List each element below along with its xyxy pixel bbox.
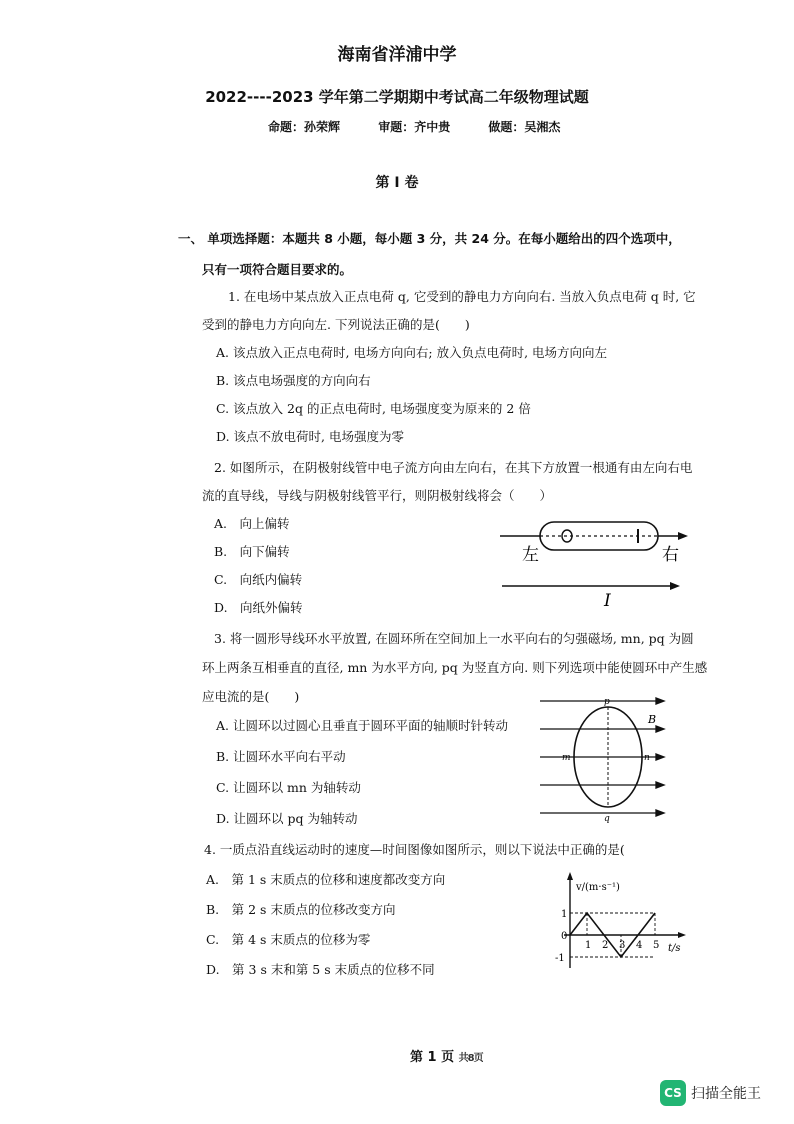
section-instruction-line1: 一、 单项选择题：本题共 8 小题，每小题 3 分，共 24 分。在每小题给出的四个选项中，: [178, 231, 681, 246]
q2-option-d: D. 向纸外偏转: [214, 600, 303, 615]
label-m: m: [562, 753, 571, 763]
y-tick-0: 0: [561, 931, 568, 942]
current-arrow: [670, 582, 680, 590]
label-b: B: [648, 713, 657, 726]
q3-figure: [540, 693, 670, 823]
q3-option-d: D. 让圆环以 pq 为轴转动: [216, 811, 358, 826]
y-tick-neg1: -1: [555, 953, 565, 964]
exam-title: 2022----2023 学年第二学期期中考试高二年级物理试题: [205, 88, 589, 106]
reviewer: 审题：齐中贵: [378, 120, 451, 134]
q1-option-b: B. 该点电场强度的方向向右: [216, 373, 371, 388]
x-tick-5: 5: [653, 940, 660, 951]
q4-stem-line1: 4. 一质点沿直线运动时的速度—时间图像如图所示，则以下说法中正确的是(: [204, 842, 625, 857]
scanner-brand: 扫描全能王: [691, 1086, 761, 1102]
beam-arrow: [678, 532, 688, 540]
solver: 做题：吴湘杰: [488, 120, 561, 134]
q3-option-a: A. 让圆环以过圆心且垂直于圆环平面的轴顺时针转动: [216, 718, 508, 733]
label-n: n: [644, 753, 650, 763]
cathode-ray-tube: [540, 522, 658, 550]
q3-stem-line3: 应电流的是( ): [202, 689, 300, 704]
school-name: 海南省洋浦中学: [337, 45, 457, 65]
x-tick-2: 2: [602, 940, 609, 951]
current-label: I: [604, 591, 611, 611]
label-p: p: [604, 697, 610, 707]
q2-option-a: A. 向上偏转: [214, 516, 290, 531]
q1-option-c: C. 该点放入 2q 的正点电荷时, 电场强度变为原来的 2 倍: [216, 401, 531, 416]
scanner-badge: [660, 1080, 761, 1106]
y-axis-arrow: [567, 872, 573, 880]
q2-figure: [500, 512, 690, 612]
q2-option-b: B. 向下偏转: [214, 544, 290, 559]
q3-option-b: B. 让圆环水平向右平动: [216, 749, 346, 764]
q3-stem-line1: 3. 将一圆形导线环水平放置, 在圆环所在空间加上一水平向右的匀强磁场, mn, pq 为圆: [214, 631, 694, 646]
q4-option-b: B. 第 2 s 末质点的位移改变方向: [206, 902, 396, 917]
x-axis-label: t/s: [668, 943, 681, 954]
q3-stem-line2: 环上两条互相垂直的直径, mn 为水平方向, pq 为竖直方向. 则下列选项中能使圆环中产生感: [202, 660, 708, 675]
page-number: 第 1 页: [410, 1050, 455, 1065]
staff-line: [268, 118, 594, 135]
x-tick-1: 1: [585, 940, 592, 951]
camscanner-logo-icon: CS: [660, 1080, 686, 1106]
q1-stem-line2: 受到的静电力方向向左. 下列说法正确的是( ): [202, 317, 470, 332]
q2-stem-line2: 流的直导线，导线与阴极射线管平行，则阴极射线将会（ ）: [202, 488, 553, 503]
q4-option-c: C. 第 4 s 末质点的位移为零: [206, 932, 371, 947]
q3-option-c: C. 让圆环以 mn 为轴转动: [216, 780, 361, 795]
x-tick-3: 3: [619, 940, 626, 951]
y-axis-label: v/(m·s⁻¹): [576, 882, 620, 893]
right-label: 右: [662, 545, 679, 565]
page-total: 共8页: [458, 1053, 483, 1064]
label-q: q: [604, 814, 610, 823]
q4-figure: [552, 868, 692, 973]
left-label: 左: [522, 545, 539, 565]
author: 命题：孙荣辉: [268, 120, 341, 134]
q1-option-a: A. 该点放入正点电荷时, 电场方向向右; 放入负点电荷时, 电场方向向左: [216, 345, 608, 360]
q4-option-d: D. 第 3 s 末和第 5 s 末质点的位移不同: [206, 962, 435, 977]
q1-option-d: D. 该点不放电荷时, 电场强度为零: [216, 429, 404, 444]
q4-option-a: A. 第 1 s 末质点的位移和速度都改变方向: [206, 872, 446, 887]
q2-option-c: C. 向纸内偏转: [214, 572, 303, 587]
x-axis-arrow: [678, 932, 686, 938]
page-footer: [410, 1046, 483, 1065]
q2-stem-line1: 2. 如图所示，在阴极射线管中电子流方向由左向右，在其下方放置一根通有由左向右电: [214, 460, 693, 475]
volume-title: 第 I 卷: [375, 175, 419, 191]
q1-stem-line1: 1. 在电场中某点放入正点电荷 q, 它受到的静电力方向向右. 当放入负点电荷 q 时, 它: [228, 289, 696, 304]
x-tick-4: 4: [636, 940, 643, 951]
y-tick-1: 1: [561, 909, 568, 920]
section-instruction-line2: 只有一项符合题目要求的。: [202, 262, 353, 277]
